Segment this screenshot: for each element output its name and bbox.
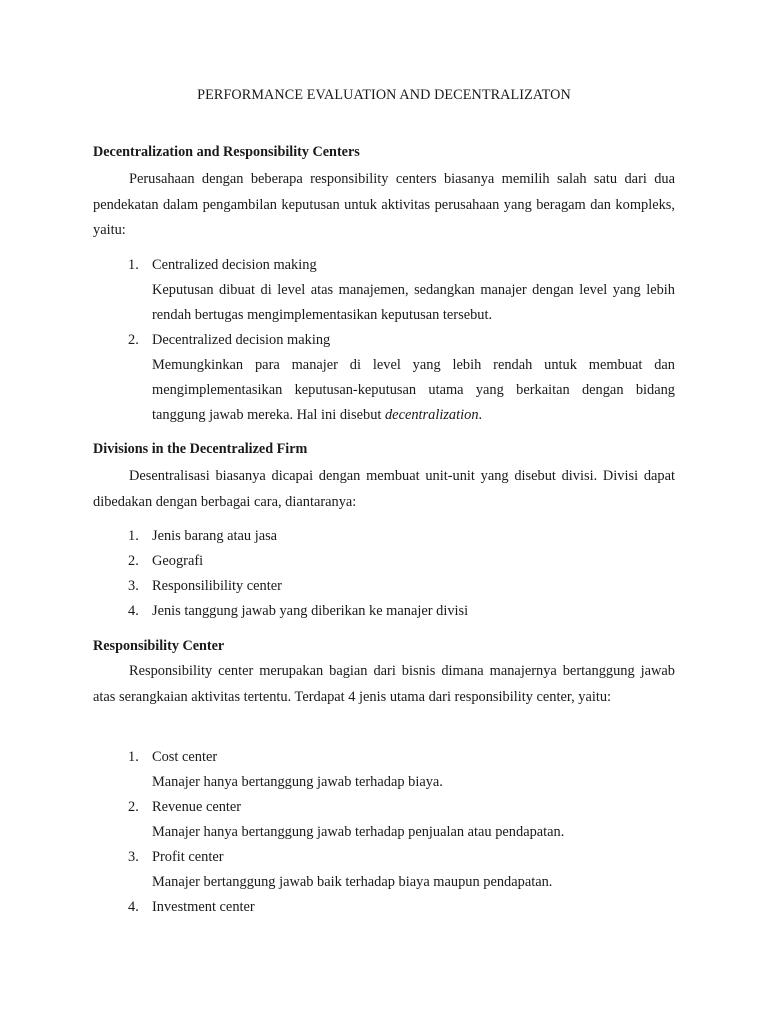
list-item xyxy=(93,895,675,920)
list-item xyxy=(93,549,675,574)
list-item xyxy=(93,574,675,599)
list-item xyxy=(93,845,675,895)
list-item-label: Responsilibility center xyxy=(152,578,282,594)
description-text: Memungkinkan para manajer di level yang lebih rendah untuk membuat dan mengimplementasikan keputusan-keputusan utama yang berkaitan dengan bidang tanggung jawab mereka. Hal ini disebut xyxy=(152,357,675,423)
list-item-label: Jenis tanggung jawab yang diberikan ke manajer divisi xyxy=(152,603,469,619)
list-item-description xyxy=(152,353,675,428)
decision-making-list xyxy=(93,253,675,428)
section-paragraph-decentralization: Perusahaan dengan beberapa responsibility centers biasanya memilih salah satu dari dua pendekatan dalam pengambilan keputusan untuk aktivitas perusahaan yang beragam dan kompleks, yaitu: xyxy=(93,171,675,238)
list-item-description: Manajer hanya bertanggung jawab terhadap penjualan atau pendapatan. xyxy=(152,824,565,840)
list-number: 1. xyxy=(128,749,139,765)
document-page xyxy=(93,0,675,1024)
list-item xyxy=(93,524,675,549)
list-number: 4. xyxy=(128,899,139,915)
list-item xyxy=(93,745,675,795)
list-item-label: Investment center xyxy=(152,899,255,915)
section-heading-responsibility-center: Responsibility Center xyxy=(93,638,225,654)
emphasized-term: decentralization xyxy=(384,407,479,423)
list-number: 4. xyxy=(128,603,139,619)
list-number: 2. xyxy=(128,553,139,569)
description-end: . xyxy=(478,407,483,423)
list-number: 2. xyxy=(128,332,139,348)
list-item xyxy=(93,599,675,624)
list-item-label: Geografi xyxy=(152,553,204,569)
list-item xyxy=(93,328,675,428)
list-item-description: Manajer bertanggung jawab baik terhadap biaya maupun pendapatan. xyxy=(152,874,553,890)
section-heading-decentralization: Decentralization and Responsibility Centers xyxy=(93,144,360,160)
list-item-label: Profit center xyxy=(152,849,224,865)
list-item-label: Centralized decision making xyxy=(152,257,317,273)
list-item-label: Decentralized decision making xyxy=(152,332,331,348)
list-number: 1. xyxy=(128,257,139,273)
list-number: 2. xyxy=(128,799,139,815)
list-item-description: Keputusan dibuat di level atas manajemen, sedangkan manajer dengan level yang lebih rendah bertugas mengimplementasikan keputusan tersebut. xyxy=(152,282,675,323)
list-item-label: Cost center xyxy=(152,749,218,765)
responsibility-center-list xyxy=(93,745,675,920)
document-title: PERFORMANCE EVALUATION AND DECENTRALIZATON xyxy=(197,87,571,103)
section-heading-divisions: Divisions in the Decentralized Firm xyxy=(93,441,308,457)
divisions-list xyxy=(93,524,675,624)
list-item xyxy=(93,253,675,328)
list-item-label: Revenue center xyxy=(152,799,242,815)
list-item-label: Jenis barang atau jasa xyxy=(152,528,278,544)
section-paragraph-divisions: Desentralisasi biasanya dicapai dengan membuat unit-unit yang disebut divisi. Divisi dapat dibedakan dengan berbagai cara, diantaranya: xyxy=(93,468,675,510)
section-paragraph-responsibility-center: Responsibility center merupakan bagian dari bisnis dimana manajernya bertanggung jawab atas serangkaian aktivitas tertentu. Terdapat 4 jenis utama dari responsibility center, yaitu: xyxy=(93,663,675,705)
list-number: 3. xyxy=(128,849,139,865)
list-item-description: Manajer hanya bertanggung jawab terhadap biaya. xyxy=(152,774,443,790)
list-item xyxy=(93,795,675,845)
list-number: 3. xyxy=(128,578,139,594)
list-number: 1. xyxy=(128,528,139,544)
